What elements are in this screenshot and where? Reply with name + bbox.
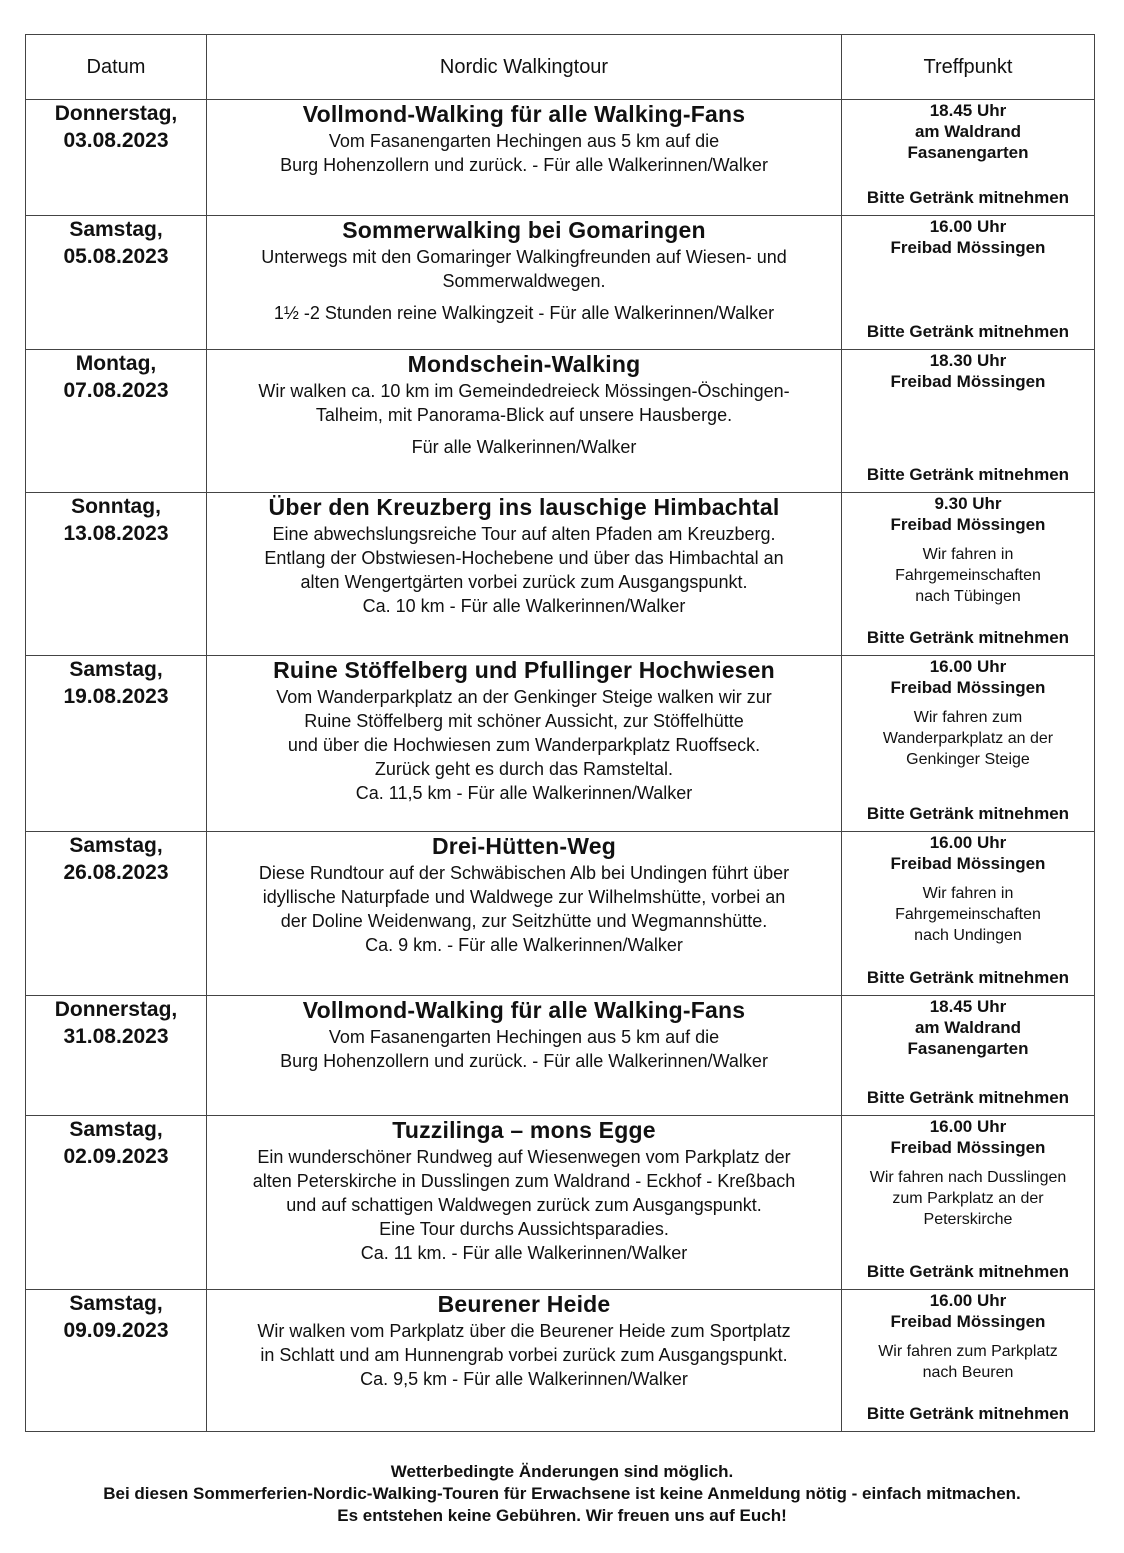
bring-drink-note: Bitte Getränk mitnehmen (866, 1088, 1070, 1107)
date-value: 09.09.2023 (63, 1319, 169, 1342)
travel-note-line: Wir fahren in (922, 885, 1014, 902)
meeting-point-cell (842, 100, 1095, 216)
tour-description-line: Eine Tour durchs Aussichtsparadies. (379, 1219, 669, 1239)
travel-note-line: Wir fahren zum Parkplatz (878, 1343, 1058, 1360)
travel-note-line: zum Parkplatz an der (892, 1190, 1044, 1207)
travel-note (842, 544, 1094, 607)
tour-description-line: Unterwegs mit den Gomaringer Walkingfreunden auf Wiesen- und (261, 247, 787, 267)
date-value: 02.09.2023 (63, 1145, 169, 1168)
meeting-time: 16.00 Uhr (929, 217, 1007, 236)
footer-notes (0, 1461, 1124, 1527)
meeting-point-cell (842, 656, 1095, 832)
tour-description-line: Ca. 11 km. - Für alle Walkerinnen/Walker (360, 1243, 688, 1263)
tour-description-line: Entlang der Obstwiesen-Hochebene und über das Himbachtal an (264, 548, 784, 568)
tour-cell (207, 656, 842, 832)
tour-description-line: Vom Fasanengarten Hechingen aus 5 km auf die (328, 1027, 720, 1047)
footer-line: Bei diesen Sommerferien-Nordic-Walking-Touren für Erwachsene ist keine Anmeldung nötig - einfach mitmachen. (103, 1484, 1021, 1503)
bring-drink-note: Bitte Getränk mitnehmen (866, 628, 1070, 647)
tour-description-line: Wir walken ca. 10 km im Gemeindedreieck Mössingen-Öschingen- (258, 381, 790, 401)
date-value: 13.08.2023 (63, 522, 169, 545)
bring-drink-note: Bitte Getränk mitnehmen (866, 1262, 1070, 1281)
table-row (26, 656, 1095, 832)
tour-description-line: Sommerwaldwegen. (442, 271, 606, 291)
footer-line: Es entstehen keine Gebühren. Wir freuen uns auf Euch! (337, 1506, 787, 1525)
tour-title: Ruine Stöffelberg und Pfullinger Hochwiesen (273, 657, 775, 683)
weekday: Donnerstag, (54, 102, 178, 125)
table-row (26, 1290, 1095, 1432)
travel-note (842, 707, 1094, 770)
tour-description-line: Ca. 9,5 km - Für alle Walkerinnen/Walker (360, 1369, 688, 1389)
tour-title: Tuzzilinga – mons Egge (392, 1117, 656, 1143)
tour-cell (207, 216, 842, 350)
weekday: Samstag, (69, 1118, 163, 1141)
tour-title: Sommerwalking bei Gomaringen (342, 217, 706, 243)
tour-description-line: Vom Wanderparkplatz an der Genkinger Steige walken wir zur (276, 687, 772, 707)
travel-note-line: Wir fahren nach Dusslingen (869, 1169, 1067, 1186)
tour-description-line: Diese Rundtour auf der Schwäbischen Alb bei Undingen führt über (258, 863, 790, 883)
weekday: Montag, (75, 352, 157, 375)
meeting-point-cell (842, 1116, 1095, 1290)
tour-description-line: Ca. 9 km. - Für alle Walkerinnen/Walker (365, 935, 683, 955)
tour-description-line: in Schlatt und am Hunnengrab vorbei zurück zum Ausgangspunkt. (260, 1345, 788, 1365)
tour-cell (207, 493, 842, 656)
tour-description-line: alten Peterskirche in Dusslingen zum Waldrand - Eckhof - Kreßbach (252, 1171, 796, 1191)
table-row (26, 996, 1095, 1116)
table-row (26, 1116, 1095, 1290)
table-row (26, 100, 1095, 216)
date-value: 03.08.2023 (63, 129, 169, 152)
tour-title: Beurener Heide (437, 1291, 611, 1317)
tour-cell (207, 100, 842, 216)
tour-cell (207, 1116, 842, 1290)
tour-description-line: Wir walken vom Parkplatz über die Beurener Heide zum Sportplatz (257, 1321, 791, 1341)
date-value: 26.08.2023 (63, 861, 169, 884)
bring-drink-note: Bitte Getränk mitnehmen (866, 465, 1070, 484)
meeting-place: Freibad Mössingen (890, 372, 1046, 391)
meeting-time: 16.00 Uhr (929, 657, 1007, 676)
tour-cell (207, 996, 842, 1116)
tour-description-line: alten Wengertgärten vorbei zurück zum Ausgangspunkt. (300, 572, 748, 592)
tour-description-line: und auf schattigen Waldwegen zurück zum Ausgangspunkt. (286, 1195, 762, 1215)
meeting-place: Freibad Mössingen (890, 515, 1046, 534)
date-cell (26, 832, 207, 996)
date-cell (26, 1116, 207, 1290)
meeting-place: Freibad Mössingen (890, 854, 1046, 873)
tour-description-line: Zurück geht es durch das Ramsteltal. (374, 759, 674, 779)
weekday: Samstag, (69, 834, 163, 857)
header-date: Datum (26, 35, 207, 100)
date-value: 05.08.2023 (63, 245, 169, 268)
weekday: Donnerstag, (54, 998, 178, 1021)
meeting-place: Freibad Mössingen (890, 1312, 1046, 1331)
travel-note-line: Genkinger Steige (906, 751, 1030, 768)
weekday: Samstag, (69, 658, 163, 681)
spacer (207, 293, 841, 301)
date-cell (26, 216, 207, 350)
meeting-time: 18.45 Uhr (929, 101, 1007, 120)
bring-drink-note: Bitte Getränk mitnehmen (866, 322, 1070, 341)
date-cell (26, 350, 207, 493)
tour-description-line: Burg Hohenzollern und zurück. - Für alle Walkerinnen/Walker (280, 1051, 768, 1071)
tour-title: Vollmond-Walking für alle Walking-Fans (302, 997, 746, 1023)
travel-note-line: nach Beuren (922, 1364, 1014, 1381)
tour-description-line: Vom Fasanengarten Hechingen aus 5 km auf die (328, 131, 720, 151)
tour-schedule-table (25, 34, 1095, 1432)
date-cell (26, 493, 207, 656)
date-cell (26, 100, 207, 216)
meeting-point-cell (842, 832, 1095, 996)
table-row (26, 493, 1095, 656)
tour-description-line: Ca. 10 km - Für alle Walkerinnen/Walker (362, 596, 686, 616)
meeting-point-cell (842, 1290, 1095, 1432)
footer-line: Wetterbedingte Änderungen sind möglich. (390, 1462, 734, 1481)
tour-title: Mondschein-Walking (407, 351, 641, 377)
meeting-point-cell (842, 493, 1095, 656)
travel-note-line: Wir fahren zum (913, 709, 1023, 726)
travel-note-line: Wanderparkplatz an der (882, 730, 1054, 747)
tour-cell (207, 1290, 842, 1432)
meeting-place: Freibad Mössingen (890, 678, 1046, 697)
meeting-place: Fasanengarten (907, 1039, 1029, 1058)
header-tour: Nordic Walkingtour (207, 35, 842, 100)
travel-note (842, 1167, 1094, 1230)
tour-description-line: Burg Hohenzollern und zurück. - Für alle Walkerinnen/Walker (280, 155, 768, 175)
meeting-time: 18.45 Uhr (929, 997, 1007, 1016)
meeting-point-cell (842, 216, 1095, 350)
date-value: 19.08.2023 (63, 685, 169, 708)
table-body (26, 100, 1095, 1432)
meeting-place: am Waldrand (914, 1018, 1022, 1037)
date-value: 31.08.2023 (63, 1025, 169, 1048)
travel-note-line: nach Tübingen (915, 588, 1021, 605)
travel-note (842, 883, 1094, 946)
tour-description-line: idyllische Naturpfade und Waldwege zur Wilhelmshütte, vorbei an (262, 887, 786, 907)
meeting-point-cell (842, 996, 1095, 1116)
tour-cell (207, 832, 842, 996)
bring-drink-note: Bitte Getränk mitnehmen (866, 804, 1070, 823)
meeting-time: 18.30 Uhr (929, 351, 1007, 370)
meeting-time: 16.00 Uhr (929, 833, 1007, 852)
date-cell (26, 656, 207, 832)
tour-description-line: Eine abwechslungsreiche Tour auf alten Pfaden am Kreuzberg. (272, 524, 776, 544)
meeting-place: Freibad Mössingen (890, 238, 1046, 257)
date-value: 07.08.2023 (63, 379, 169, 402)
spacer (207, 427, 841, 435)
tour-description-line: der Doline Weidenwang, zur Seitzhütte und Wegmannshütte. (280, 911, 768, 931)
meeting-time: 16.00 Uhr (929, 1117, 1007, 1136)
bring-drink-note: Bitte Getränk mitnehmen (866, 1404, 1070, 1423)
table-row (26, 350, 1095, 493)
tour-description-line: Ein wunderschöner Rundweg auf Wiesenwegen vom Parkplatz der (257, 1147, 791, 1167)
tour-cell (207, 350, 842, 493)
tour-title: Vollmond-Walking für alle Walking-Fans (302, 101, 746, 127)
travel-note-line: Wir fahren in (922, 546, 1014, 563)
travel-note-line: Fahrgemeinschaften (895, 567, 1041, 584)
travel-note (842, 1341, 1094, 1383)
header-meet: Treffpunkt (842, 35, 1095, 100)
table-header-row (26, 35, 1095, 100)
bring-drink-note: Bitte Getränk mitnehmen (866, 188, 1070, 207)
weekday: Samstag, (69, 218, 163, 241)
weekday: Sonntag, (71, 495, 161, 518)
bring-drink-note: Bitte Getränk mitnehmen (866, 968, 1070, 987)
tour-title: Drei-Hütten-Weg (431, 833, 616, 859)
meeting-place: am Waldrand (914, 122, 1022, 141)
table-row (26, 832, 1095, 996)
travel-note-line: nach Undingen (914, 927, 1022, 944)
date-cell (26, 1290, 207, 1432)
meeting-time: 16.00 Uhr (929, 1291, 1007, 1310)
meeting-point-cell (842, 350, 1095, 493)
meeting-place: Freibad Mössingen (890, 1138, 1046, 1157)
tour-extra-line: Für alle Walkerinnen/Walker (411, 437, 637, 457)
tour-description-line: und über die Hochwiesen zum Wanderparkplatz Ruoffseck. (287, 735, 761, 755)
meeting-place: Fasanengarten (907, 143, 1029, 162)
travel-note-line: Peterskirche (923, 1211, 1013, 1228)
tour-description-line: Ca. 11,5 km - Für alle Walkerinnen/Walker (355, 783, 693, 803)
tour-description-line: Ruine Stöffelberg mit schöner Aussicht, zur Stöffelhütte (304, 711, 744, 731)
tour-title: Über den Kreuzberg ins lauschige Himbachtal (268, 494, 780, 520)
tour-description-line: Talheim, mit Panorama-Blick auf unsere Hausberge. (315, 405, 733, 425)
tour-extra-line: 1½ -2 Stunden reine Walkingzeit - Für alle Walkerinnen/Walker (273, 303, 775, 323)
meeting-time: 9.30 Uhr (934, 494, 1002, 513)
table-row (26, 216, 1095, 350)
travel-note-line: Fahrgemeinschaften (895, 906, 1041, 923)
date-cell (26, 996, 207, 1116)
weekday: Samstag, (69, 1292, 163, 1315)
